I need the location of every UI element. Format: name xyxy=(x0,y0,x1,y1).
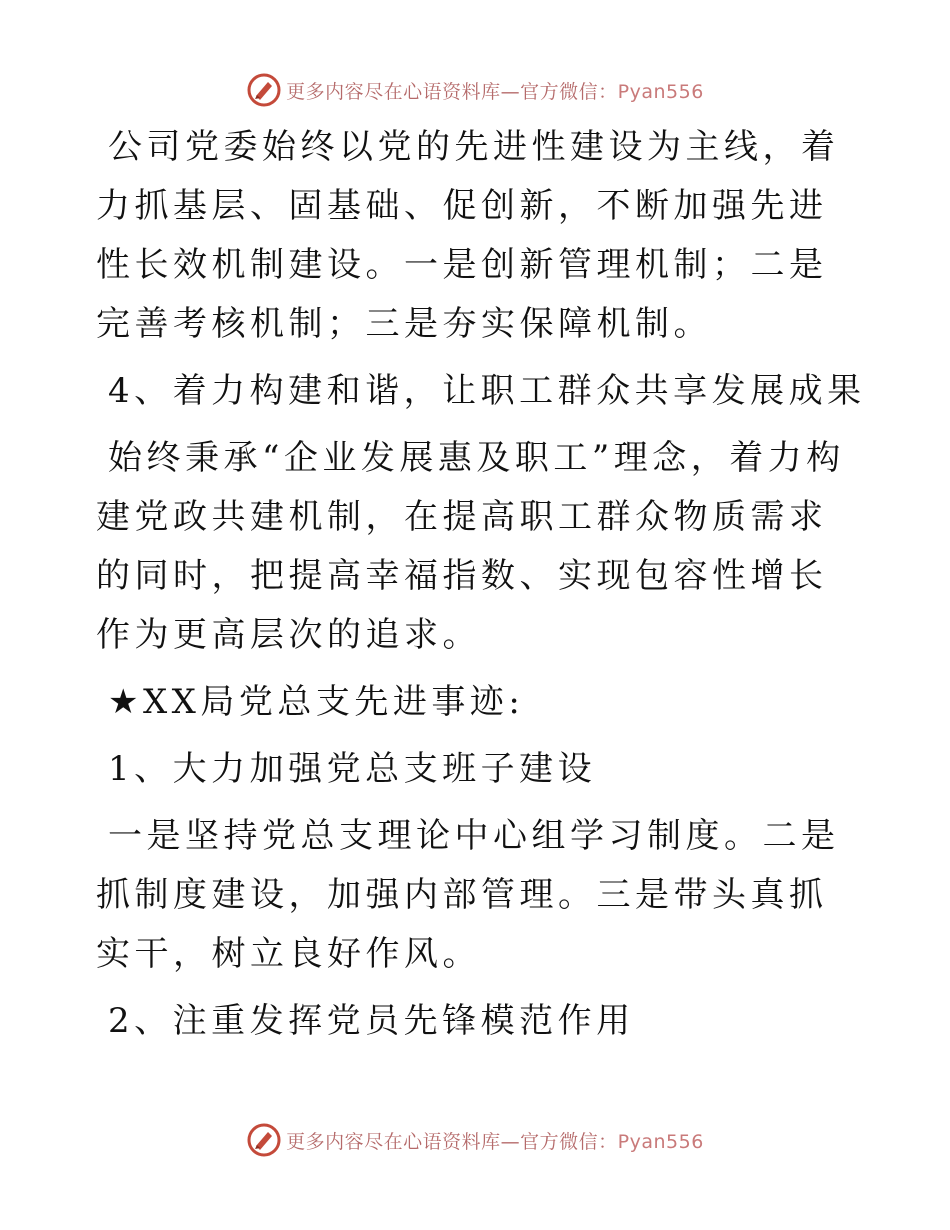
paragraph: 一是坚持党总支理论中心组学习制度。二是抓制度建设，加强内部管理。三是带头真抓实干，树立良好作风。 xyxy=(96,816,840,974)
watermark-text: 更多内容尽在心语资料库—官方微信：Pyan556 xyxy=(286,1130,704,1153)
document-body xyxy=(96,118,866,1059)
section-heading: ★XX局党总支先进事迹: xyxy=(108,682,525,722)
pen-nib-logo-icon xyxy=(246,1122,282,1158)
watermark-text: 更多内容尽在心语资料库—官方微信：Pyan556 xyxy=(286,80,704,103)
paragraph: 公司党委始终以党的先进性建设为主线，着力抓基层、固基础、促创新，不断加强先进性长效机制建设。一是创新管理机制；二是完善考核机制；三是夯实保障机制。 xyxy=(96,127,840,344)
header-watermark xyxy=(0,70,950,110)
pen-nib-logo-icon xyxy=(246,72,282,108)
section-heading: 2、注重发挥党员先锋模范作用 xyxy=(108,1001,635,1041)
paragraph: 始终秉承“企业发展惠及职工”理念，着力构建党政共建机制，在提高职工群众物质需求的同时，把提高幸福指数、实现包容性增长作为更高层次的追求。 xyxy=(96,438,845,655)
footer-watermark xyxy=(0,1120,950,1160)
section-heading: 4、着力构建和谐，让职工群众共享发展成果 xyxy=(108,371,866,411)
section-heading: 1、大力加强党总支班子建设 xyxy=(108,749,597,789)
